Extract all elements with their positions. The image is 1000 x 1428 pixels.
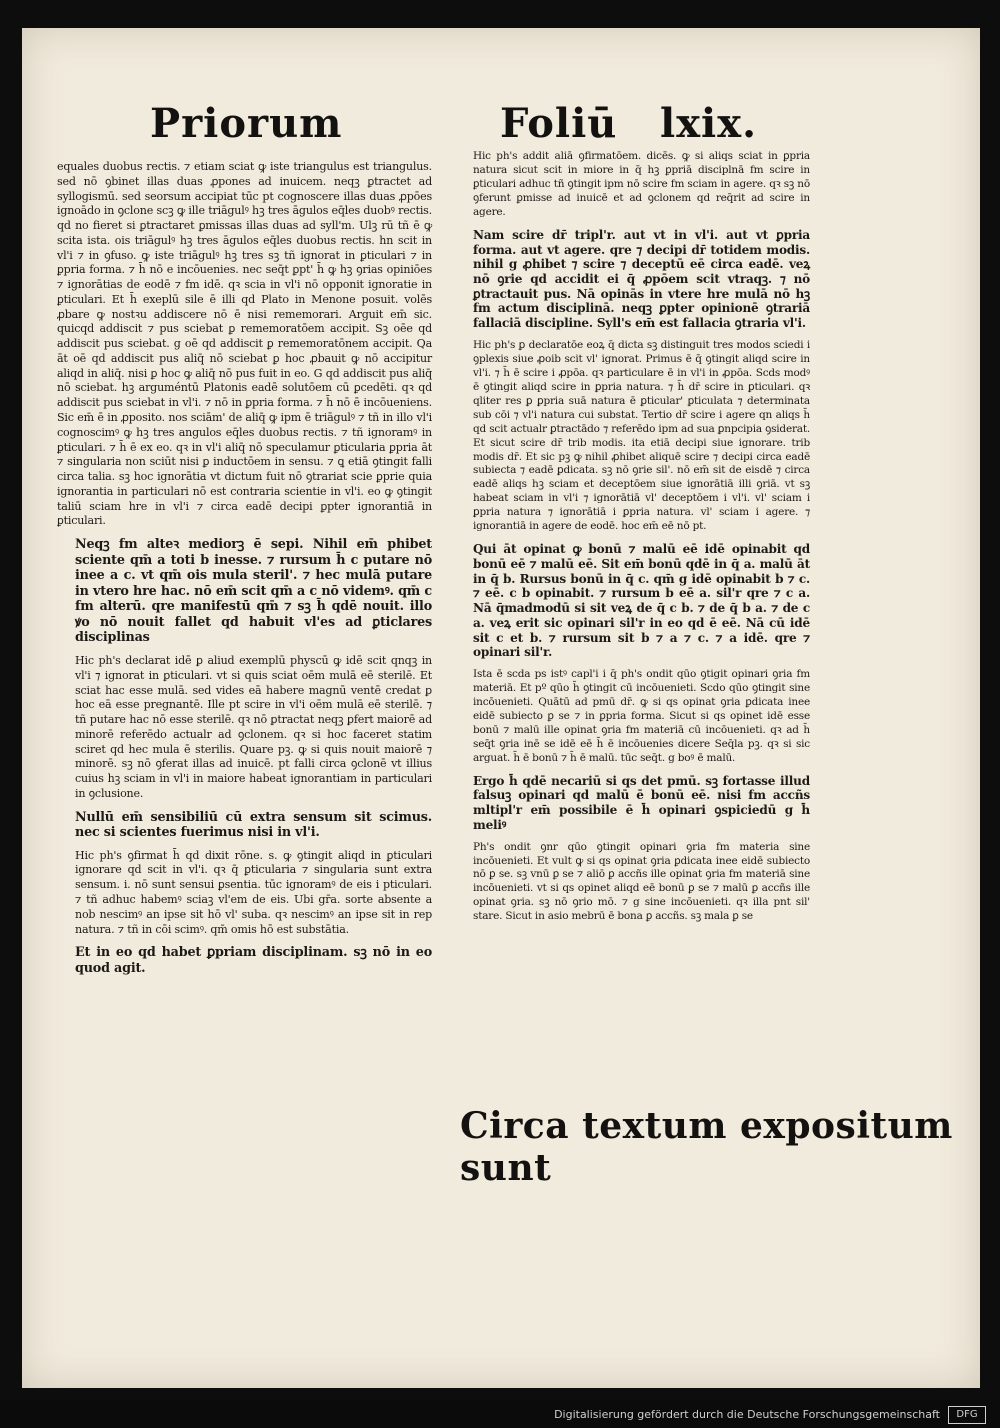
dfg-logo: DFG [948, 1406, 986, 1424]
right-paragraph-3: Hic ph's ꝑ declaratōe eoꝝ q̄ dicta sꝫ distinguit tres modos sciedi i ꝯplexis siue ꝓoib scit vl' ignorat. Primus ē q̄ ꝯtingit aliqd scire in vl'i. ⁊ h̄ ē scire i ꝓpōa. qꝛ particulare ē in vl'i in ꝓpōa. Scds modꝰ ē ꝯtingit aliqd scire in ꝑpria natura. ⁊ h̄ dr̄ scire in ꝑticulari. qꝛ qliter res ꝑ ꝑpria suā natura ē ꝑticular' ꝑticulata ⁊ determinata sub cōi ⁊ vl'i natura cui substat. Tertio dr̄ scire i agere qn aliqs h̄ qd scit actualr ꝑtractādo ⁊ referēdo ipm ad sua ꝑnpcipia ꝯsiderat. Et sicut scire dr̄ trib modis. ita etiā decipi siue ignorare. trib modis dr̄. Et sic pꝫ ꝙ nihil ꝓhibet aliquē scire ⁊ decipi circa eadē subiecta ⁊ eadē ꝑdicata. sꝫ nō ꝯrie sil'. nō em̄ sit de eisdē ⁊ circa eadē aliqs hꝫ sciam et deceptōem siue ignorātiā illi ꝯriā. vt sꝫ habeat sciam in vl'i ⁊ ignorātiā vl' deceptōem i vl'i. vl' sciam i ꝑpria natura ⁊ ignorātiā i ꝑpria natura. vl' sciam i agere. ⁊ ignorantiā in agere de eodē. hoc em̄ eē nō pt. [473, 338, 810, 533]
right-paragraph-4: Qui āt opinat ꝙ bonū ⁊ malū eē idē opinabit qd bonū eē ⁊ malū eē. Sit em̄ bonū qdē in q̄ a. malū āt in q̄ b. Rursus bonū in q̄ c. qm̄ g idē opinabit b ⁊ c. ⁊ eē. c b opinabit. ⁊ rursum b eē a. sil'r qre ⁊ c a. Nā q̄madmodū si sit veꝝ de q̄ c b. ⁊ de q̄ b a. ⁊ de c a. veꝝ erit sic opinari sil'r in eo qd ē eē. Nā cū idē sit c et b. ⁊ rursum sit b ⁊ a ⁊ c. ⁊ a idē. qre ⁊ opinari sil'r. [473, 542, 810, 660]
right-paragraph-7: Ph's ondit ꝯnr qūo ꝯtingit opinari ꝯria fm materia sine incōuenieti. Et vult ꝙ si qs opinat ꝯria ꝑdicata inee eidē subiecto nō ꝑ se. sꝫ vnū ꝑ se ⁊ aliō ꝑ accñs ille opinat ꝯria fm materiā sine incōuenieti. vt si qs opinet aliqd eē bonū ꝑ se ⁊ malū ꝑ accñs ille opinat ꝯria. sꝫ nō ꝯrio mō. ⁊ g sine incōuenieti. qꝛ illa pnt sil' stare. Sicut in asio mebrū ē bona ꝑ accñs. sꝫ mala ꝑ se [473, 840, 810, 923]
footer-bar [0, 1400, 1000, 1428]
running-head-left: Priorum [150, 100, 343, 147]
left-paragraph-1: equales duobus rectis. ⁊ etiam sciat ꝙ iste triangulus est triangulus. sed nō ꝯbinet illas duas ꝓpones ad inuicem. neqꝫ ꝑtractet ad syllogismū. sed seorsum accipiat tūc pt cognoscere illas duas ꝓpōes ignoādo in ꝯclone scꝫ ꝙ ille triāgulꝰ hꝫ tres āgulos eq̄les duobꝰ rectis. qd no fieret si ꝑtractaret ꝑmissas illas duas ad syll'm. Ulꝫ rū tñ ē ꝙ scita ista. ois triāgulꝰ hꝫ tres āgulos eq̄les duobus rectis. hn scit in vl'i ⁊ in ꝯfuso. ꝙ iste triāgulꝰ hꝫ tres sꝫ tñ ignorat in ꝑticulari ⁊ in ꝑpria forma. ⁊ h̄ nō e incōuenies. nec seq̄t ꝑpt' h̄ ꝙ hꝫ ꝯrias opiniōes ⁊ ignorātias de eodē ⁊ fm idē. qꝛ scia in vl'i nō opponit ignoratie in ꝑticulari. Et h̄ exeplū sile ē illi qd Plato in Menone posuit. volēs ꝓbare ꝙ nostꝛu addiscere nō ē nisi rememorari. Arguit em̄ sic. quicqd addiscit ⁊ pus sciebat ꝑ rememoratōem accipit. Sꝫ oēe qd addiscit pus sciebat. g oē qd addiscit ꝑ rememoratōnem accipit. Qa āt oē qd addiscit pus aliq̄ nō sciebat ꝑ hoc ꝓbauit ꝙ nō accipitur aliqd in aliq̄. nisi ꝑ hoc ꝙ aliq̄ nō pus fuit in eo. G qd addiscit pus aliq̄ nō sciebat. hꝫ arguméntū Platonis eadē solutōem cū ꝑcedēti. qꝛ qd addiscit pus sciebat in vl'i. ⁊ nō in ꝑpria forma. ⁊ h̄ nō ē incōueniens. Sic em̄ ē in ꝓposito. nos sciām' de aliq̄ ꝙ ipm ē triāgulꝰ ⁊ tñ in illo vl'i cognoscimꝰ ꝙ hꝫ tres angulos eq̄les duobus rectis. ⁊ tñ ignoramꝰ in ꝑticulari. ⁊ h̄ ē ex eo. qꝛ in vl'i aliq̄ nō speculamur ꝑticularia ꝑpria āt ⁊ singularia non sciūt nisi ꝑ inductōem in sensu. ⁊ ꝗ etiā ꝯtingit falli circa talia. sꝫ hoc ignorātia vt dictum fuit nō ꝯtrariat scie ꝑprie quia ignorantia in particulari nō est contraria scientie in vl'i. eo ꝙ ꝯtingit taliū sciam hre in vl'i ⁊ circa eadē decipi ꝑpter ignorantiā in ꝑticulari. [57, 160, 432, 528]
right-paragraph-6: Ergo h̄ qdē necariū si qs det pmū. sꝫ fortasse illud falsuꝫ opinari qd malū ē bonū eē. nisi fm accñs mltipl'r em̄ possibile ē h̄ opinari ꝯspiciedū g h̄ meliꝰ [473, 773, 810, 832]
right-paragraph-2: Nam scire dr̄ tripl'r. aut vt in vl'i. aut vt ꝑpria forma. aut vt agere. qre ⁊ decipi dr̄ totidem modis. nihil g ꝓhibet ⁊ scire ⁊ deceptū eē circa eadē. veꝝ nō ꝯrie qd accidit ei q̄ ꝓpōem scit vtraqꝫ. ⁊ nō ꝑtractauit pus. Nā opinās in vtere hre mulā nō hꝫ fm actum disciplinā. neqꝫ ꝑpter opinionē ꝯtrariā fallaciā discipline. Syll's em̄ est fallacia ꝯtraria vl'i. [473, 227, 810, 331]
left-paragraph-2: Neqꝫ fm alteꝛ mediorꝫ ē sepi. Nihil em̄ phibet sciente qm̄ a toti b inesse. ⁊ rursum h̄ c putare nō inee a c. vt qm̄ ois mula steril'. ⁊ hec mulā putare in vtero hre hac. nō em̄ scit qm̄ a c nō videmꝰ. qm̄ c fm alterū. qre manifestū qm̄ ⁊ sꝫ h̄ qdē nouit. illo ꝟo nō nouit fallet qd habuit vl'es ad ꝑticlares disciplinas [75, 537, 432, 646]
running-head-folio-word: Foliū [500, 100, 618, 147]
left-paragraph-6: Et in eo qd habet ꝑpriam disciplinam. sꝫ nō in eo quod agit. [75, 945, 432, 976]
right-paragraph-1: Hic ph's addit aliā ꝯfirmatōem. dicēs. ꝙ si aliqs sciat in ꝑpria natura sicut scit in miore in q̄ hꝫ ꝑpriā disciplnā fm scire in ꝑticulari adhuc tñ ꝯtingit ipm nō scire fm sciam in agere. qꝛ sꝫ nō ꝯferunt ꝑmisse ad inuicē et ad ꝯclonem qd req̄rit ad scire in agere. [473, 150, 810, 218]
left-paragraph-5: Hic ph's ꝯfirmat h̄ qd dixit rōne. s. ꝙ ꝯtingit aliqd in ꝑticulari ignorare qd scit in vl'i. qꝛ q̄ ꝑticularia ⁊ singularia sunt extra sensum. i. nō sunt sensui ꝑsentia. tūc ignoramꝰ de eis i pticulari. ⁊ tñ adhuc habemꝰ sciaꝫ vl'em de eis. Ubi gr̄a. sorte absente a nob nescimꝰ an ipse sit hō vl' suba. qꝛ nescimꝰ an ipse sit in rep natura. ⁊ tñ in cōi scimꝰ. qm̄ omis hō est substātia. [75, 848, 432, 936]
closing-heading: Circa textum expositum sunt [460, 1105, 953, 1189]
footer-credit: Digitalisierung gefördert durch die Deutsche Forschungsgemeinschaft [554, 1408, 940, 1421]
left-column [57, 160, 432, 984]
right-column [455, 150, 810, 932]
running-head-folio-number: lxix. [660, 100, 758, 147]
left-paragraph-4: Nullū em̄ sensibiliū cū extra sensum sit scimus. nec si scientes fuerimus nisi in vl'i. [75, 809, 432, 841]
left-paragraph-3: Hic ph's declarat idē ꝑ aliud exemplū physcū ꝙ idē scit qnqꝫ in vl'i ⁊ ignorat in ꝑticulari. vt si quis sciat oēm mulā eē sterilē. Et sciat hac esse mulā. sed vides eā habere magnū ventē credat ꝑ hoc eā esse pregnantē. Ille pt scire in vl'i oēm mulā eē sterilē. ⁊ tñ putare hac nō esse sterilē. qꝛ nō ꝑtractat neqꝫ ꝑfert maiorē ad minorē referēdo actualr ad ꝯclonem. qꝛ si hoc faceret statim sciret qd hec mula ē sterilis. Quare pꝫ. ꝙ si quis nouit maiorē ⁊ minorē. sꝫ nō ꝯferat illas ad inuicē. pt falli circa ꝯclonē vt illius cuius hꝫ sciam in vl'i in maiore habeat ignorantiam in particulari in ꝯclusione. [75, 653, 432, 800]
right-paragraph-5: Ista ē scda ps istꝰ capl'i i q̄ ph's ondit qūo ꝯtigit opinari ꝯria fm materiā. Et pº qūo h̄ ꝯtingit cū incōuenieti. Scdo qūo ꝯtingit sine incōuenieti. Quātū ad pmū dr̄. ꝙ si qs opinat ꝯria ꝑdicata inee eidē subiecto ꝑ se ⁊ in ꝑpria forma. Sicut si qs opinet idē esse bonū ⁊ malū ille opinat ꝯria fm materiā cū incōuenieti. qꝛ ad h̄ seq̄t ꝯria inē se idē eē h̄ ē incōuenies dicere Seq̄la pꝫ. qꝛ si sic arguat. h̄ ē bonū ⁊ h̄ ē malū. tūc seq̄t. g boꝰ ē malū. [473, 667, 810, 764]
